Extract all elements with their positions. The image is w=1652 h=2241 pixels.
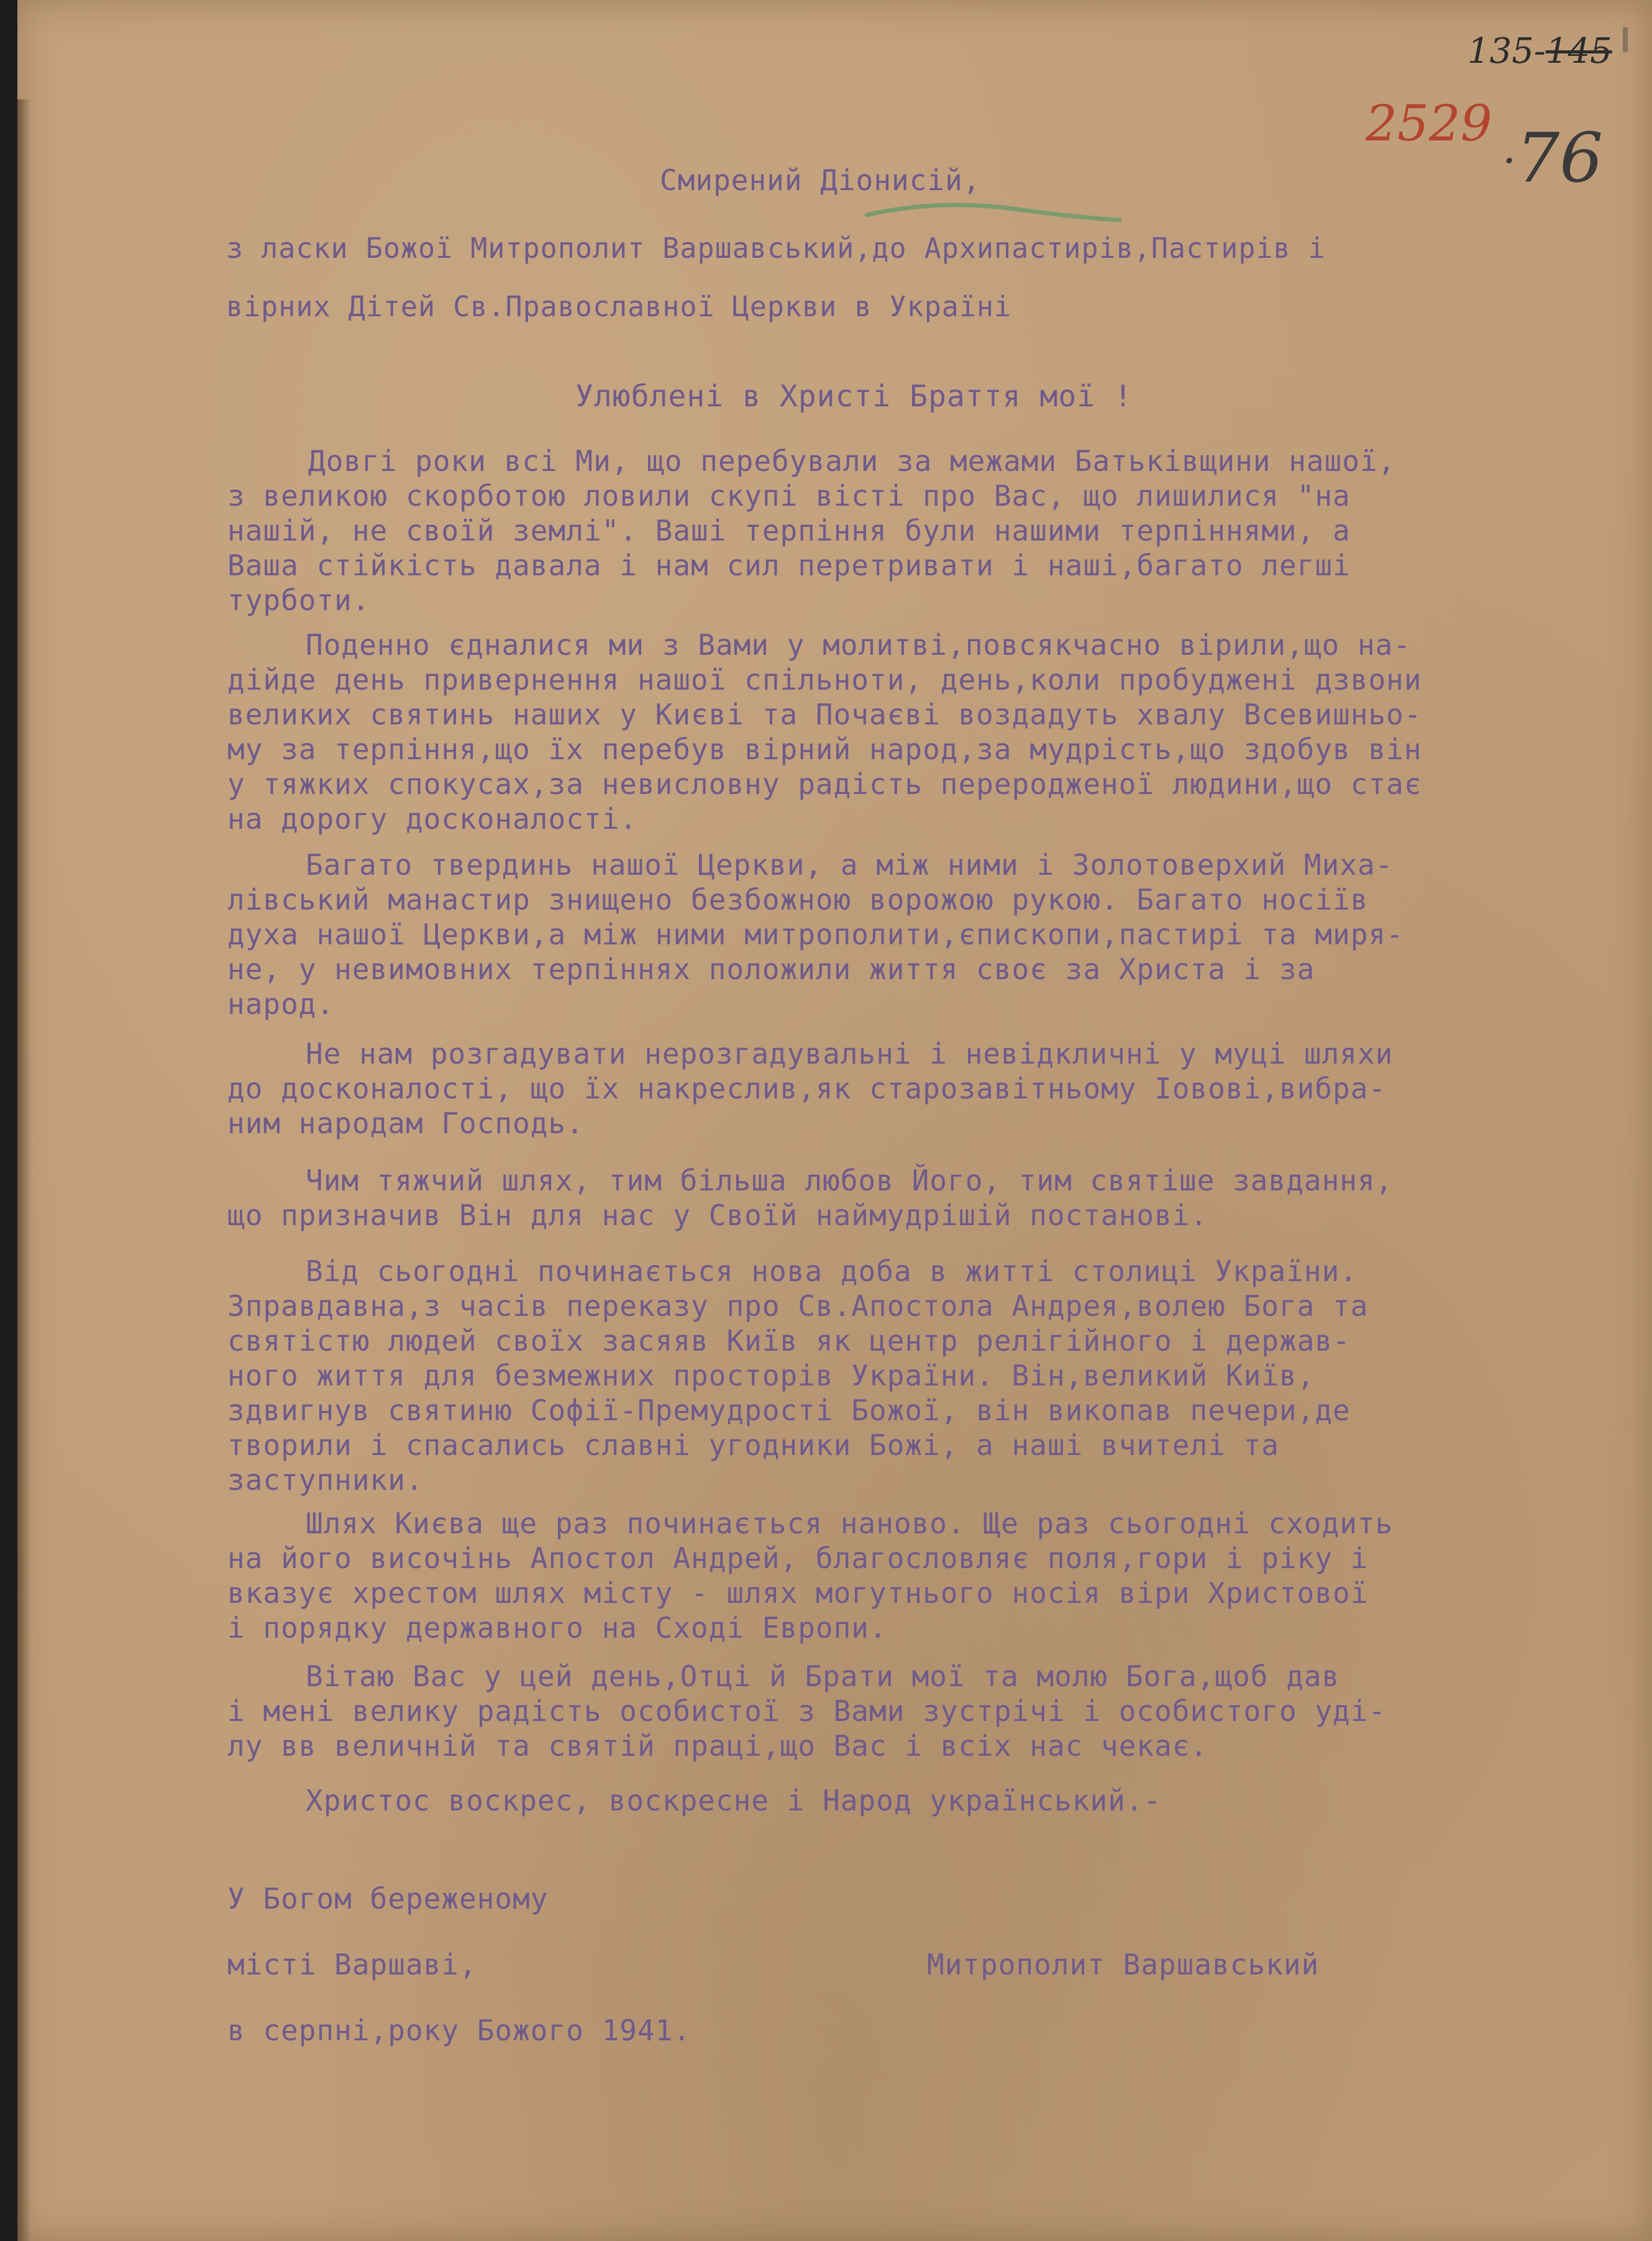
closing-place-line-2: місті Варшаві,: [227, 1948, 477, 1981]
paragraph-5: [227, 1163, 1393, 1233]
p3-line: Багато твердинь нашої Церкви, а між ними і Золотоверхий Миха-: [306, 848, 1394, 882]
p1-line: Ваша стійкість давала і нам сил перетривати і наші,багато легші: [227, 549, 1351, 582]
page-number: 76: [1516, 118, 1604, 198]
p7-line: на його височінь Апостол Андрей, благословляє поля,гори і ріку і: [227, 1541, 1369, 1575]
p3-line: лівський манастир знищено безбожною ворожою рукою. Багато носіїв: [227, 883, 1369, 916]
p4-line: Не нам розгадувати нерозгадувальні і невідкличні у муці шляхи: [306, 1037, 1394, 1070]
p7-line: і порядку державного на Сході Европи.: [227, 1611, 887, 1645]
p2-line: дійде день привернення нашої спільноти, день,коли пробуджені дзвони: [227, 663, 1422, 696]
header-title: Смирений Діонисій,: [660, 163, 981, 197]
p6-line: Від сьогодні починається нова доба в житті столиці України.: [306, 1254, 1358, 1288]
p8-line: і мені велику радість особистої з Вами зустрічі і особистого уді-: [227, 1694, 1387, 1728]
p6-line: Зправдавна,з часів переказу про Св.Апостола Андрея,волею Бога та: [227, 1289, 1369, 1323]
paragraph-8: [227, 1659, 1386, 1763]
p5-line: Чим тяжчий шлях, тим більша любов Його, тим святіше завдання,: [306, 1164, 1394, 1197]
paragraph-4: [227, 1036, 1393, 1141]
sheet-number: 135: [1467, 31, 1534, 71]
p1-line: турботи.: [227, 583, 370, 617]
p2-line: великих святинь наших у Києві та Почаєві воздадуть хвалу Всевишньо-: [227, 698, 1422, 731]
header-line-2: з ласки Божої Митрополит Варшавський,до Архипастирів,Пастирів і: [226, 232, 1326, 265]
p3-line: духа нашої Церкви,а між ними митрополити,єпископи,пастирі та миря-: [227, 918, 1404, 951]
p7-line: Шлях Києва ще раз починається наново. Ще раз сьогодні сходить: [306, 1507, 1394, 1540]
p2-line: Поденно єдналися ми з Вами у молитві,повсякчасно вірили,що на-: [306, 628, 1412, 662]
sheet-number-mark: 135-145: [1467, 31, 1612, 71]
closing-date: в серпні,року Божого 1941.: [227, 2014, 691, 2047]
p4-line: ним народам Господь.: [227, 1107, 584, 1140]
green-pencil-mark: [864, 198, 1125, 229]
p2-line: на дорогу досконалості.: [227, 802, 637, 836]
p8-line: лу вв величній та святій праці,що Вас і всіх нас чекає.: [227, 1729, 1208, 1763]
sheet-number-struck: 145: [1545, 31, 1612, 71]
p6-line: творили і спасались славні угодники Божі, а наші вчителі та: [227, 1428, 1279, 1462]
sheet-edge-shadow: [17, 99, 31, 2241]
p6-line: святістю людей своїх засяяв Київ як центр релігійного і держав-: [227, 1324, 1351, 1358]
signature: Митрополит Варшавський: [927, 1948, 1320, 1981]
file-number: 2529: [1366, 94, 1492, 152]
header-line-3: вірних Дітей Св.Православної Церкви в Україні: [226, 290, 1012, 323]
p2-line: му за терпіння,що їх перебув вірний народ,за мудрість,що здобув він: [227, 733, 1422, 766]
p5-line: що призначив Він для нас у Своїй наймудрішій постанові.: [227, 1198, 1208, 1232]
p9-line: Христос воскрес, воскресне і Народ український.-: [306, 1784, 1162, 1817]
p3-line: не, у невимовних терпіннях положили життя своє за Христа і за: [227, 952, 1315, 986]
p1-line: Довгі роки всі Ми, що перебували за межами Батьківщини нашої,: [308, 444, 1396, 478]
page-number-mark: .76: [1502, 118, 1604, 198]
file-number-mark: [1366, 94, 1492, 152]
paragraph-3: [227, 847, 1404, 1021]
paragraph-1: [227, 444, 1395, 618]
paragraph-6: [227, 1254, 1368, 1497]
closing-place-line-1: У Богом береженому: [227, 1882, 549, 1915]
paragraph-7: [227, 1506, 1393, 1645]
p1-line: нашій, не своїй землі". Ваші терпіння були нашими терпіннями, а: [227, 514, 1351, 547]
paragraph-2: [227, 628, 1422, 836]
salutation: Улюблені в Христі Браття мої !: [575, 379, 1133, 414]
p2-line: у тяжких спокусах,за невисловну радість переродженої людини,що стає: [227, 767, 1422, 801]
p6-line: заступники.: [227, 1463, 424, 1497]
p4-line: до досконалості, що їх накреслив,як старозавітньому Іовові,вибра-: [227, 1072, 1387, 1105]
p7-line: вказує хрестом шлях місту - шлях могутнього носія віри Христової: [227, 1576, 1369, 1610]
corner-speck: [1623, 27, 1628, 52]
p1-line: з великою скорботою ловили скупі вісті про Вас, що лишилися "на: [227, 479, 1351, 513]
paragraph-9: [227, 1783, 1161, 1818]
p6-line: ного життя для безмежних просторів України. Він,великий Київ,: [227, 1359, 1315, 1392]
p3-line: народ.: [227, 987, 335, 1021]
p8-line: Вітаю Вас у цей день,Отці й Брати мої та молю Бога,щоб дав: [306, 1659, 1340, 1693]
p6-line: здвигнув святиню Софії-Премудрості Божої, він викопав печери,де: [227, 1394, 1351, 1427]
